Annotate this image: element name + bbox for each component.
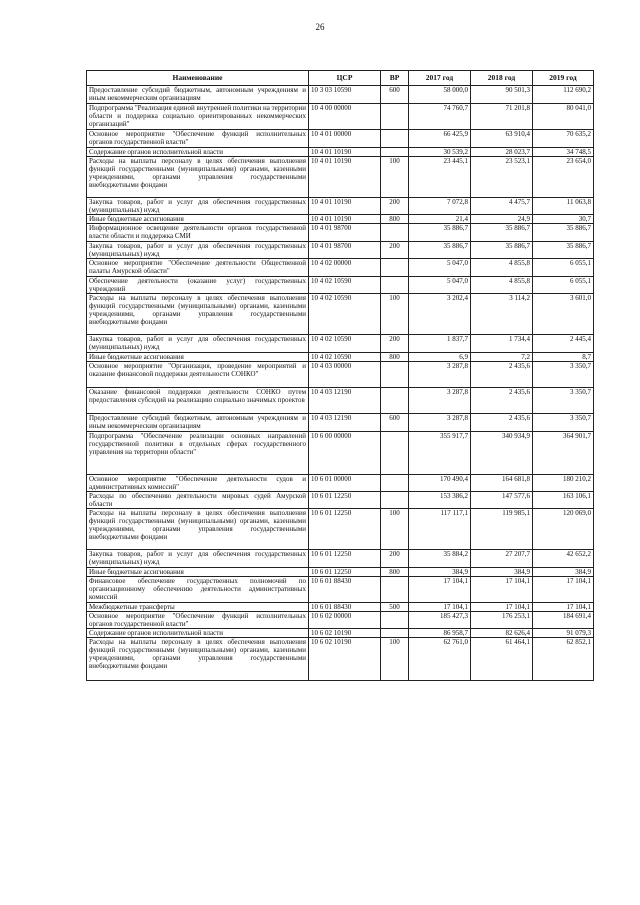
cell-y2018: 2 435,6 <box>471 414 533 432</box>
cell-name: Закупка товаров, работ и услуг для обеспечения государственных (муниципальных) нужд <box>87 242 309 259</box>
cell-name: Информационное освещение деятельности органов государственной власти области и поддержка СМИ <box>87 224 309 242</box>
cell-y2019: 112 690,2 <box>533 86 594 104</box>
cell-vr <box>381 224 409 242</box>
cell-y2017: 30 539,2 <box>409 148 471 157</box>
cell-y2019: 23 654,0 <box>533 157 594 198</box>
cell-y2018: 2 435,6 <box>471 388 533 414</box>
cell-y2017: 5 047,0 <box>409 259 471 277</box>
header-2017: 2017 год <box>409 71 471 86</box>
cell-csr: 10 4 00 00000 <box>309 104 381 130</box>
cell-csr: 10 4 01 00000 <box>309 130 381 148</box>
cell-vr: 600 <box>381 86 409 104</box>
table-row <box>87 353 594 362</box>
cell-y2017: 86 958,7 <box>409 629 471 638</box>
cell-y2018: 35 886,7 <box>471 224 533 242</box>
cell-csr: 10 4 01 10190 <box>309 198 381 215</box>
table-row <box>87 492 594 509</box>
cell-y2017: 6,9 <box>409 353 471 362</box>
cell-y2018: 28 023,7 <box>471 148 533 157</box>
cell-y2017: 117 117,1 <box>409 509 471 550</box>
cell-y2019: 30,7 <box>533 215 594 224</box>
cell-csr: 10 4 01 98700 <box>309 242 381 259</box>
table-row <box>87 362 594 388</box>
table-row <box>87 335 594 353</box>
cell-y2018: 7,2 <box>471 353 533 362</box>
cell-y2019: 17 104,1 <box>533 577 594 603</box>
cell-vr <box>381 475 409 492</box>
cell-y2019: 8,7 <box>533 353 594 362</box>
cell-vr: 100 <box>381 509 409 550</box>
cell-name: Закупка товаров, работ и услуг для обеспечения государственных (муниципальных) нужд <box>87 198 309 215</box>
table-row <box>87 629 594 638</box>
cell-csr: 10 6 01 88430 <box>309 603 381 612</box>
page-number: 26 <box>315 22 325 32</box>
cell-y2018: 164 681,8 <box>471 475 533 492</box>
cell-y2017: 3 287,8 <box>409 362 471 388</box>
table-row <box>87 475 594 492</box>
cell-y2019: 34 748,5 <box>533 148 594 157</box>
cell-vr: 200 <box>381 550 409 568</box>
cell-y2017: 3 202,4 <box>409 294 471 335</box>
cell-name: Предоставление субсидий бюджетным, автономным учреждениям и иным некоммерческим организациям <box>87 86 309 104</box>
cell-y2018: 176 253,1 <box>471 612 533 629</box>
cell-y2019: 11 063,8 <box>533 198 594 215</box>
cell-y2019: 42 652,2 <box>533 550 594 568</box>
cell-name: Закупка товаров, работ и услуг для обеспечения государственных (муниципальных) нужд <box>87 550 309 568</box>
cell-vr: 800 <box>381 215 409 224</box>
cell-y2019: 384,9 <box>533 568 594 577</box>
cell-y2018: 3 114,2 <box>471 294 533 335</box>
cell-csr: 10 3 03 10590 <box>309 86 381 104</box>
cell-y2019: 35 886,7 <box>533 224 594 242</box>
table-row <box>87 603 594 612</box>
cell-vr <box>381 130 409 148</box>
cell-name: Подпрограмма "Реализация единой внутренней политики на территории области и поддержка социально ориентированных некоммерческих организаций" <box>87 104 309 130</box>
cell-name: Основное мероприятие "Обеспечение деятельности Общественной палаты Амурской области" <box>87 259 309 277</box>
cell-vr <box>381 577 409 603</box>
cell-name: Расходы на выплаты персоналу в целях обеспечения выполнения функций государственными (муниципальными) органами, казенными учреждениями, органами управления государственными внебюджетными фондами <box>87 294 309 335</box>
cell-y2018: 82 626,4 <box>471 629 533 638</box>
table-row <box>87 388 594 414</box>
table-row <box>87 638 594 681</box>
cell-y2017: 1 837,7 <box>409 335 471 353</box>
cell-name: Подпрограмма "Обеспечение реализации основных направлений государственной политики в отдельных сферах государственного управления на территории области" <box>87 432 309 475</box>
table-row <box>87 130 594 148</box>
cell-csr: 10 6 01 12250 <box>309 492 381 509</box>
cell-y2018: 119 985,1 <box>471 509 533 550</box>
cell-y2019: 2 445,4 <box>533 335 594 353</box>
cell-y2018: 4 855,8 <box>471 259 533 277</box>
cell-name: Основное мероприятие "Обеспечение деятельности судов и административных комиссий" <box>87 475 309 492</box>
table-row <box>87 215 594 224</box>
cell-csr: 10 6 00 00000 <box>309 432 381 475</box>
cell-name: Межбюджетные трансферты <box>87 603 309 612</box>
cell-csr: 10 6 01 12250 <box>309 550 381 568</box>
cell-y2018: 61 464,1 <box>471 638 533 681</box>
cell-y2019: 6 055,1 <box>533 277 594 294</box>
cell-y2017: 355 917,7 <box>409 432 471 475</box>
table-row <box>87 157 594 198</box>
header-2019: 2019 год <box>533 71 594 86</box>
cell-y2018: 24,9 <box>471 215 533 224</box>
cell-name: Иные бюджетные ассигнования <box>87 568 309 577</box>
cell-name: Закупка товаров, работ и услуг для обеспечения государственных (муниципальных) нужд <box>87 335 309 353</box>
header-csr: ЦСР <box>309 71 381 86</box>
cell-csr: 10 4 02 10590 <box>309 294 381 335</box>
cell-csr: 10 6 02 10190 <box>309 638 381 681</box>
cell-y2018: 1 734,4 <box>471 335 533 353</box>
cell-name: Содержание органов исполнительной власти <box>87 148 309 157</box>
cell-csr: 10 6 01 00000 <box>309 475 381 492</box>
header-vr: ВР <box>381 71 409 86</box>
cell-y2019: 6 055,1 <box>533 259 594 277</box>
cell-y2018: 4 855,8 <box>471 277 533 294</box>
cell-y2018: 71 201,8 <box>471 104 533 130</box>
cell-y2017: 17 104,1 <box>409 603 471 612</box>
cell-csr: 10 6 02 00000 <box>309 612 381 629</box>
cell-y2019: 163 106,1 <box>533 492 594 509</box>
cell-y2018: 17 104,1 <box>471 603 533 612</box>
table-row <box>87 198 594 215</box>
cell-y2018: 17 104,1 <box>471 577 533 603</box>
cell-csr: 10 4 02 00000 <box>309 259 381 277</box>
cell-vr: 100 <box>381 294 409 335</box>
header-name: Наименование <box>87 71 309 86</box>
cell-y2019: 35 886,7 <box>533 242 594 259</box>
cell-vr: 500 <box>381 603 409 612</box>
cell-y2017: 23 445,1 <box>409 157 471 198</box>
table-row <box>87 612 594 629</box>
cell-y2017: 170 490,4 <box>409 475 471 492</box>
cell-y2019: 70 635,2 <box>533 130 594 148</box>
table-row <box>87 568 594 577</box>
cell-y2017: 5 047,0 <box>409 277 471 294</box>
cell-csr: 10 4 02 10590 <box>309 277 381 294</box>
cell-csr: 10 4 03 12190 <box>309 388 381 414</box>
cell-vr <box>381 259 409 277</box>
cell-y2017: 17 104,1 <box>409 577 471 603</box>
cell-vr <box>381 388 409 414</box>
cell-y2017: 153 386,2 <box>409 492 471 509</box>
cell-y2017: 3 287,8 <box>409 388 471 414</box>
cell-name: Расходы на выплаты персоналу в целях обеспечения выполнения функций государственными (муниципальными) органами, казенными учреждениями, органами управления государственными внебюджетными фондами <box>87 509 309 550</box>
table-row <box>87 277 594 294</box>
cell-y2019: 3 350,7 <box>533 414 594 432</box>
cell-csr: 10 4 02 10590 <box>309 353 381 362</box>
cell-y2017: 62 761,0 <box>409 638 471 681</box>
cell-vr: 800 <box>381 568 409 577</box>
cell-csr: 10 6 01 12250 <box>309 509 381 550</box>
cell-name: Расходы на выплаты персоналу в целях обеспечения выполнения функций государственными (муниципальными) органами, казенными учреждениями, органами управления государственными внебюджетными фондами <box>87 638 309 681</box>
table-row <box>87 86 594 104</box>
table-header-row <box>87 71 594 86</box>
header-2018: 2018 год <box>471 71 533 86</box>
table-row <box>87 148 594 157</box>
table-row <box>87 414 594 432</box>
cell-y2019: 62 852,1 <box>533 638 594 681</box>
cell-y2019: 3 350,7 <box>533 388 594 414</box>
cell-csr: 10 6 01 88430 <box>309 577 381 603</box>
cell-y2019: 364 901,7 <box>533 432 594 475</box>
cell-y2018: 63 910,4 <box>471 130 533 148</box>
cell-name: Расходы по обеспечению деятельности мировых судей Амурской области <box>87 492 309 509</box>
cell-y2019: 80 041,0 <box>533 104 594 130</box>
table-row <box>87 509 594 550</box>
cell-y2017: 66 425,9 <box>409 130 471 148</box>
cell-vr <box>381 629 409 638</box>
table-row <box>87 259 594 277</box>
cell-y2018: 2 435,6 <box>471 362 533 388</box>
table-row <box>87 550 594 568</box>
cell-y2017: 21,4 <box>409 215 471 224</box>
cell-y2017: 7 072,8 <box>409 198 471 215</box>
table-row <box>87 294 594 335</box>
cell-vr: 200 <box>381 198 409 215</box>
cell-y2017: 3 287,8 <box>409 414 471 432</box>
cell-name: Содержание органов исполнительной власти <box>87 629 309 638</box>
cell-y2017: 74 760,7 <box>409 104 471 130</box>
cell-name: Обеспечение деятельности (оказание услуг) государственных учреждений <box>87 277 309 294</box>
cell-vr <box>381 104 409 130</box>
cell-csr: 10 4 01 98700 <box>309 224 381 242</box>
cell-name: Финансовое обеспечение государственных полномочий по организационному обеспечению деятельности административных комиссий <box>87 577 309 603</box>
cell-csr: 10 4 02 10590 <box>309 335 381 353</box>
cell-name: Оказание финансовой поддержки деятельности СОНКО путем предоставления субсидий на реализацию социально значимых проектов <box>87 388 309 414</box>
cell-vr <box>381 612 409 629</box>
cell-y2018: 384,9 <box>471 568 533 577</box>
cell-vr <box>381 362 409 388</box>
cell-name: Предоставление субсидий бюджетным, автономным учреждениям и иным некоммерческим организациям <box>87 414 309 432</box>
cell-vr <box>381 148 409 157</box>
cell-name: Основное мероприятие "Обеспечение функций исполнительных органов государственной власти" <box>87 612 309 629</box>
cell-vr <box>381 432 409 475</box>
cell-csr: 10 6 02 10190 <box>309 629 381 638</box>
cell-y2018: 23 523,1 <box>471 157 533 198</box>
cell-y2017: 35 886,7 <box>409 242 471 259</box>
table-row <box>87 224 594 242</box>
cell-y2017: 58 000,0 <box>409 86 471 104</box>
table-row <box>87 577 594 603</box>
cell-name: Основное мероприятие "Обеспечение функций исполнительных органов государственной власти" <box>87 130 309 148</box>
table-row <box>87 242 594 259</box>
cell-name: Расходы на выплаты персоналу в целях обеспечения выполнения функций государственными (муниципальными) органами, казенными учреждениями, органами управления государственными внебюджетными фондами <box>87 157 309 198</box>
cell-y2017: 35 884,2 <box>409 550 471 568</box>
cell-y2018: 27 207,7 <box>471 550 533 568</box>
cell-y2018: 90 501,3 <box>471 86 533 104</box>
cell-name: Иные бюджетные ассигнования <box>87 353 309 362</box>
cell-y2017: 384,9 <box>409 568 471 577</box>
table-row <box>87 104 594 130</box>
cell-y2019: 91 079,3 <box>533 629 594 638</box>
cell-vr <box>381 277 409 294</box>
cell-y2017: 35 886,7 <box>409 224 471 242</box>
cell-y2018: 4 475,7 <box>471 198 533 215</box>
cell-csr: 10 4 03 00000 <box>309 362 381 388</box>
cell-y2019: 3 601,0 <box>533 294 594 335</box>
cell-y2019: 3 350,7 <box>533 362 594 388</box>
cell-vr <box>381 492 409 509</box>
cell-name: Основное мероприятие "Организация, проведение мероприятий и оказание финансовой поддержки деятельности СОНКО" <box>87 362 309 388</box>
cell-vr: 100 <box>381 157 409 198</box>
cell-csr: 10 4 01 10190 <box>309 215 381 224</box>
budget-table <box>86 70 594 681</box>
cell-csr: 10 4 01 10190 <box>309 148 381 157</box>
cell-y2018: 35 886,7 <box>471 242 533 259</box>
cell-y2019: 120 069,0 <box>533 509 594 550</box>
cell-y2019: 180 210,2 <box>533 475 594 492</box>
cell-csr: 10 4 03 12190 <box>309 414 381 432</box>
cell-name: Иные бюджетные ассигнования <box>87 215 309 224</box>
cell-y2018: 147 577,6 <box>471 492 533 509</box>
cell-vr: 800 <box>381 353 409 362</box>
cell-y2018: 340 934,9 <box>471 432 533 475</box>
cell-vr: 100 <box>381 638 409 681</box>
cell-csr: 10 4 01 10190 <box>309 157 381 198</box>
cell-csr: 10 6 01 12250 <box>309 568 381 577</box>
cell-y2019: 184 691,4 <box>533 612 594 629</box>
cell-y2017: 185 427,3 <box>409 612 471 629</box>
table-body <box>87 86 594 681</box>
cell-vr: 200 <box>381 335 409 353</box>
cell-vr: 200 <box>381 242 409 259</box>
table-row <box>87 432 594 475</box>
cell-y2019: 17 104,1 <box>533 603 594 612</box>
cell-vr: 600 <box>381 414 409 432</box>
